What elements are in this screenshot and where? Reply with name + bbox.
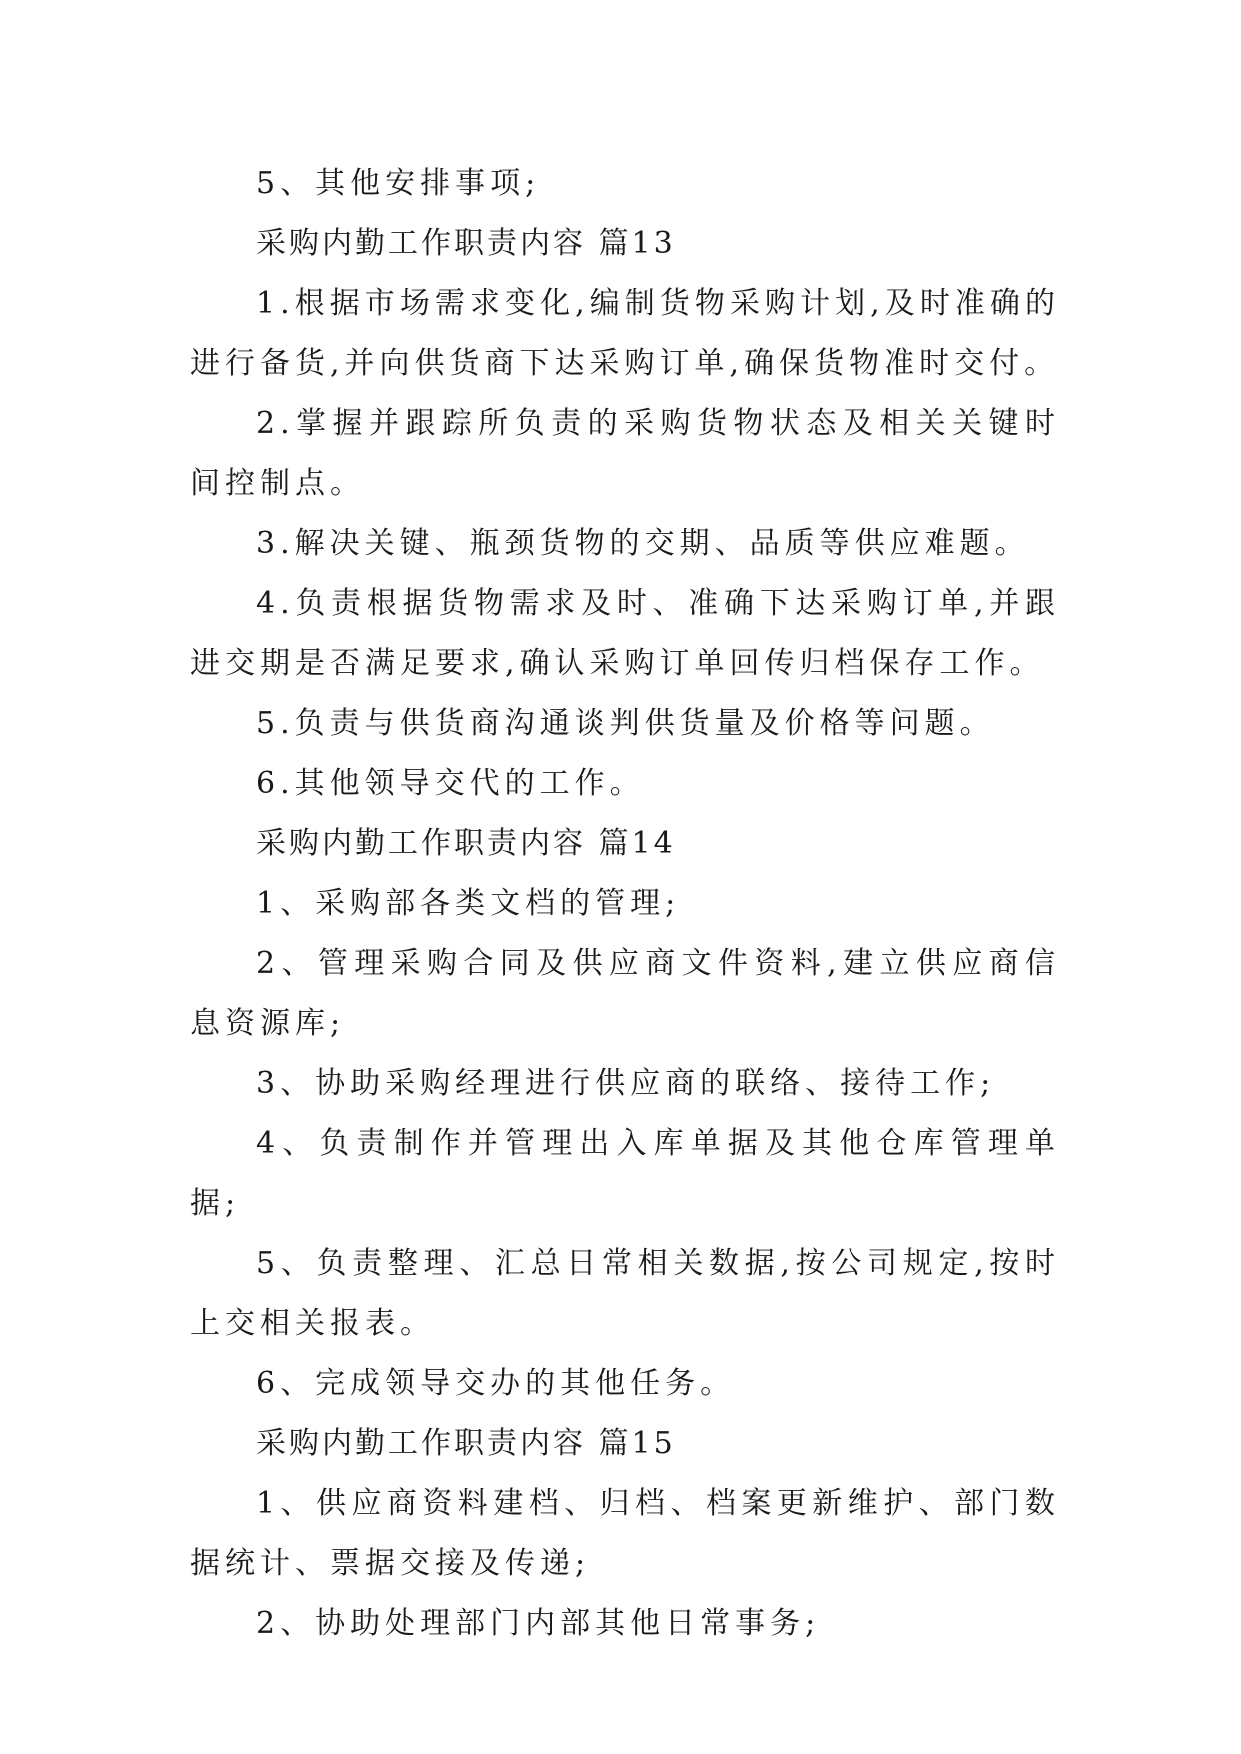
section-heading: 采购内勤工作职责内容 篇13	[256, 226, 676, 261]
item-paragraph: 6.其他领导交代的工作。	[256, 766, 645, 801]
item-paragraph: 2.掌握并跟踪所负责的采购货物状态及相关关键时间控制点。	[190, 406, 1060, 501]
item-paragraph: 1、供应商资料建档、归档、档案更新维护、部门数据统计、票据交接及传递;	[190, 1486, 1060, 1581]
item-paragraph: 4、负责制作并管理出入库单据及其他仓库管理单据;	[190, 1126, 1060, 1221]
item-paragraph: 3.解决关键、瓶颈货物的交期、品质等供应难题。	[256, 526, 1030, 561]
item-paragraph: 4.负责根据货物需求及时、准确下达采购订单,并跟进交期是否满足要求,确认采购订单回传归档保存工作。	[190, 586, 1060, 681]
document-body	[190, 154, 1060, 1654]
item-paragraph: 2、管理采购合同及供应商文件资料,建立供应商信息资源库;	[190, 946, 1060, 1041]
item-paragraph: 1.根据市场需求变化,编制货物采购计划,及时准确的进行备货,并向供货商下达采购订单,确保货物准时交付。	[190, 286, 1060, 381]
item-paragraph: 5.负责与供货商沟通谈判供货量及价格等问题。	[256, 706, 995, 741]
section-heading: 采购内勤工作职责内容 篇14	[256, 826, 676, 861]
item-paragraph: 5、负责整理、汇总日常相关数据,按公司规定,按时上交相关报表。	[190, 1246, 1060, 1341]
section-heading: 采购内勤工作职责内容 篇15	[256, 1426, 676, 1461]
item-paragraph: 2、协助处理部门内部其他日常事务;	[256, 1606, 821, 1641]
item-paragraph: 6、完成领导交办的其他任务。	[256, 1366, 736, 1401]
item-paragraph: 5、其他安排事项;	[256, 166, 541, 201]
item-paragraph: 1、采购部各类文档的管理;	[256, 886, 681, 921]
item-paragraph: 3、协助采购经理进行供应商的联络、接待工作;	[256, 1066, 996, 1101]
